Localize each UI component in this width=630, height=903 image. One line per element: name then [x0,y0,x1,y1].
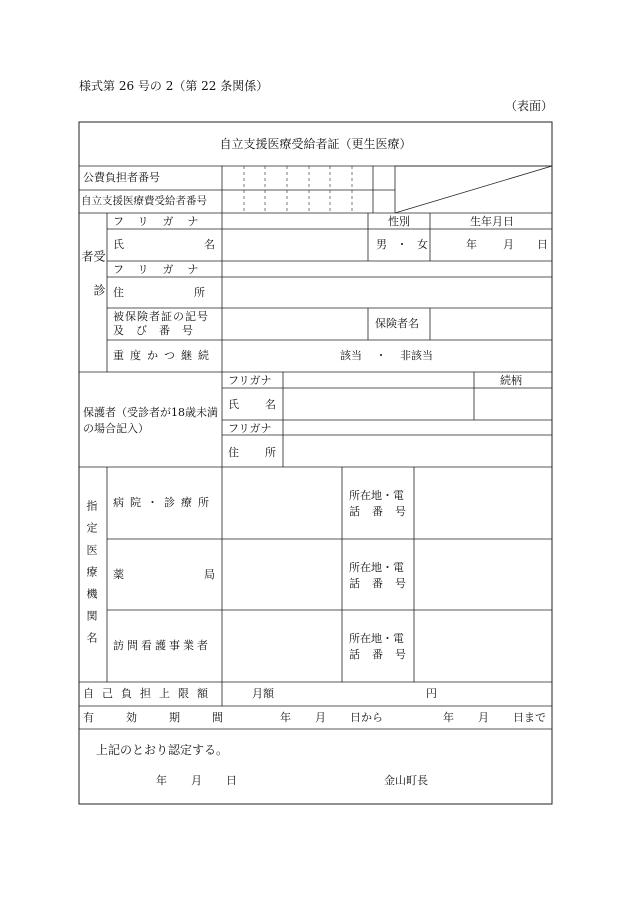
recipient-furigana2-label: フリガナ [113,263,213,276]
hospital-contact-line1: 所在地・電 [349,489,404,502]
nursing-contact-line1: 所在地・電 [349,632,404,645]
certificate-title: 自立支援医療受給者証（更生医療） [219,137,412,151]
pharmacy-contact-line2: 話番号 [349,577,418,590]
severe-yes[interactable]: 該当 [340,349,362,362]
issue-year: 年 [156,774,167,787]
recipient-furigana-label: フリガナ [113,215,213,228]
pharmacy-label: 薬局 [113,568,295,581]
gender-options[interactable] [376,239,428,250]
insurer-label: 保険者名 [375,317,419,330]
payer-number-text: 公費負担者番号 [83,171,160,184]
form-number: 様式第 26 号の 2（第 22 条関係） [79,79,269,93]
dob-year: 年 [466,238,477,251]
copay-yen-label: 円 [426,687,437,700]
insurance-label-line1: 被保険者証の記号 [113,310,209,323]
nursing-contact-line2: 話番号 [349,648,418,661]
severe-options[interactable] [340,350,433,361]
validity-from-month: 月 [315,711,326,724]
issue-day: 日 [226,774,237,787]
dob-day: 日 [537,238,548,251]
guardian-name-label: 氏名 [228,398,302,411]
pharmacy-contact-line1: 所在地・電 [349,561,404,574]
recipient-group-text: 受診者 [80,250,106,318]
dob-month: 月 [503,238,514,251]
hospital-label: 病院・診療所 [113,496,215,509]
validity-to-year: 年 [443,711,454,724]
recipient-group-label [80,250,106,335]
hospital-contact-line2: 話番号 [349,505,418,518]
front-side-label: （表面） [505,99,554,113]
validity-to-day: 日まで [513,711,546,724]
severe-no[interactable]: 非該当 [400,349,433,362]
nursing-provider-label: 訪問看護事業者 [113,639,211,652]
severe-separator: ・ [375,349,387,362]
issuer-name: 金山町長 [384,774,428,787]
institutions-group-text: 指定医療機関名 [85,500,98,654]
dob-label: 生年月日 [470,215,514,228]
validity-to-month: 月 [478,711,489,724]
guardian-address-label: 住所 [228,446,302,459]
recipient-name-label-first: 氏 [113,238,124,251]
institutions-group-label [86,500,97,656]
validity-label: 有効期間 [83,711,255,724]
copay-limit-label: 自己負担上限額 [83,687,216,700]
gender-label: 性別 [388,215,410,228]
payer-number-label [83,172,217,183]
certification-statement: 上記のとおり認定する。 [96,743,229,757]
validity-from-day: 日から [350,711,383,724]
copay-monthly-label: 月額 [252,687,274,700]
recipient-number-label: 自立支援医療費受給者番号 [81,195,207,207]
severe-continuous-label: 重度かつ継続 [113,349,215,362]
recipient-name-label: 名 [204,238,215,251]
gender-separator: ・ [396,238,408,251]
guardian-furigana2-label: フリガナ [228,422,272,435]
recipient-address-label: 住所 [113,286,275,299]
guardian-label: 保護者（受診者が18歳未満の場合記入） [83,406,218,435]
gender-female[interactable]: 女 [417,238,428,251]
validity-from-year: 年 [280,711,291,724]
gender-male[interactable]: 男 [376,238,387,251]
guardian-relation-label: 続柄 [500,374,522,387]
issue-month: 月 [191,774,202,787]
insurance-label-line2: 及び番号 [113,324,205,337]
guardian-furigana-label: フリガナ [228,374,272,387]
